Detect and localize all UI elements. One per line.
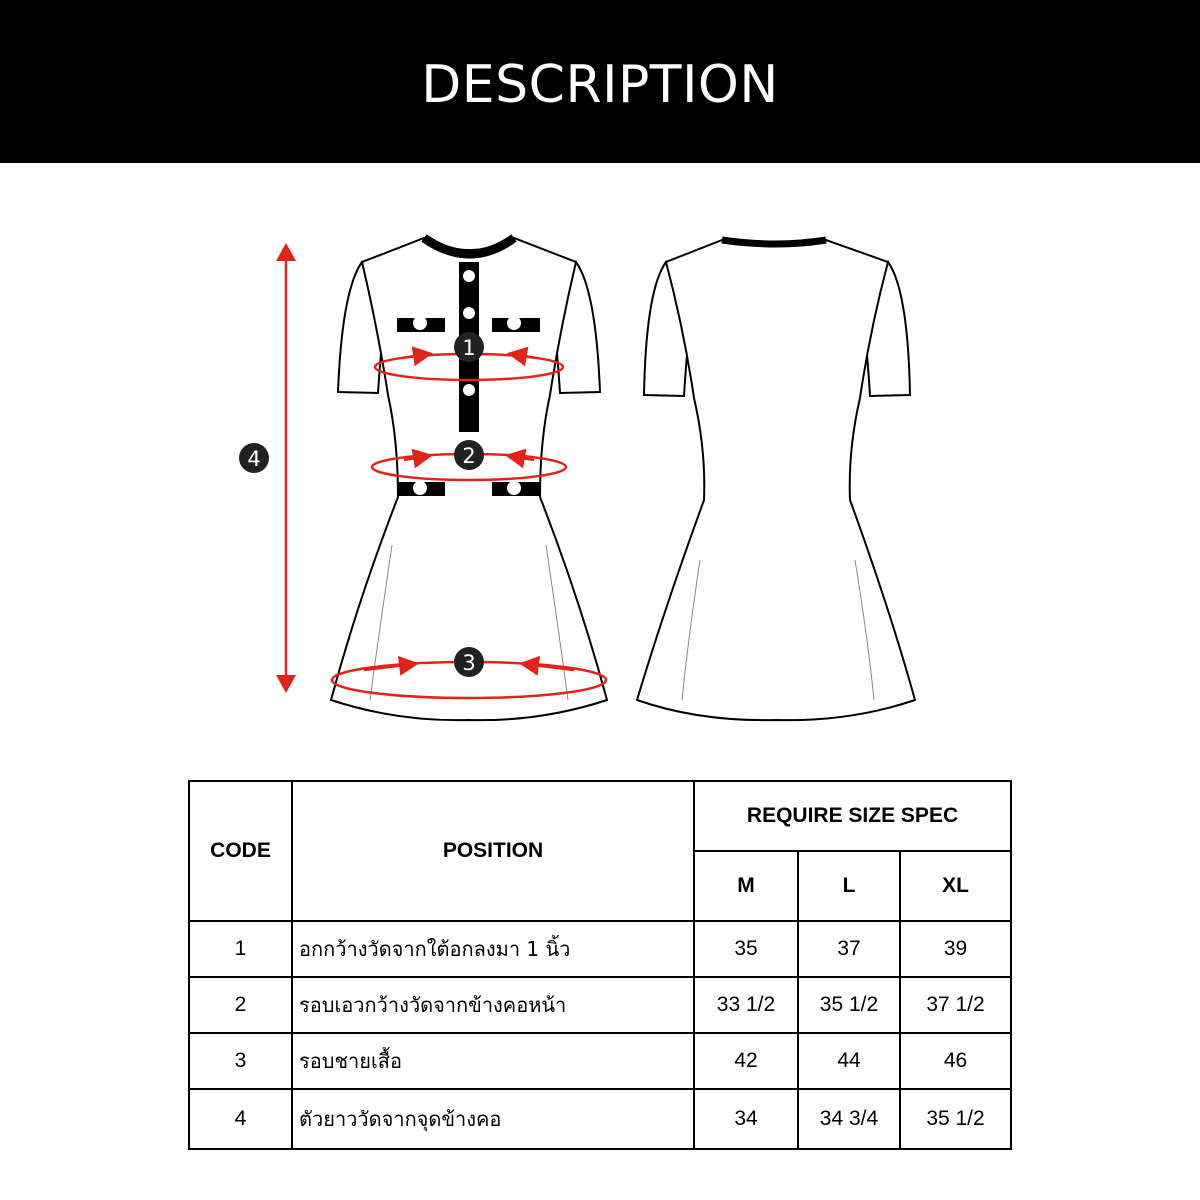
marker-3 [454, 647, 484, 677]
size-spec-table [188, 780, 1012, 1150]
button-icon [507, 481, 521, 495]
marker-label: 2 [462, 444, 476, 468]
table-row [189, 1033, 1011, 1089]
row-position: รอบชายเสื้อ [292, 1033, 694, 1089]
header-size-l: L [798, 851, 900, 921]
row-code: 4 [189, 1089, 292, 1149]
row-value-l: 37 [798, 921, 900, 977]
back-dress [637, 240, 915, 720]
back-body [637, 240, 915, 720]
header-size-spec: REQUIRE SIZE SPEC [694, 781, 1011, 851]
button-icon [463, 384, 475, 396]
marker-1 [454, 332, 484, 362]
row-position: ตัวยาววัดจากจุดข้างคอ [292, 1089, 694, 1149]
marker-label: 4 [247, 447, 261, 471]
table-row [189, 921, 1011, 977]
row-value-m: 42 [694, 1033, 798, 1089]
button-icon [463, 270, 475, 282]
arrow-down-icon [276, 675, 296, 693]
back-neckband [722, 240, 826, 244]
row-value-xl: 46 [900, 1033, 1011, 1089]
row-value-m: 33 1/2 [694, 977, 798, 1033]
row-value-m: 35 [694, 921, 798, 977]
row-value-l: 44 [798, 1033, 900, 1089]
row-code: 1 [189, 921, 292, 977]
marker-2 [454, 440, 484, 470]
marker-4 [239, 443, 269, 473]
header-code: CODE [189, 781, 292, 921]
table-row [189, 977, 1011, 1033]
row-code: 3 [189, 1033, 292, 1089]
button-icon [413, 481, 427, 495]
header-position: POSITION [292, 781, 694, 921]
row-value-m: 34 [694, 1089, 798, 1149]
row-value-xl: 37 1/2 [900, 977, 1011, 1033]
row-code: 2 [189, 977, 292, 1033]
header-banner [0, 0, 1200, 163]
marker-label: 1 [462, 336, 476, 360]
arrow-up-icon [276, 243, 296, 261]
button-icon [507, 316, 521, 330]
header-size-xl: XL [900, 851, 1011, 921]
marker-label: 3 [462, 651, 476, 675]
row-value-xl: 35 1/2 [900, 1089, 1011, 1149]
row-value-xl: 39 [900, 921, 1011, 977]
button-icon [413, 316, 427, 330]
row-value-l: 34 3/4 [798, 1089, 900, 1149]
row-position: อกกว้างวัดจากใต้อกลงมา 1 นิ้ว [292, 921, 694, 977]
garment-illustration [0, 163, 1200, 763]
row-position: รอบเอวกว้างวัดจากข้างคอหน้า [292, 977, 694, 1033]
header-size-m: M [694, 851, 798, 921]
button-icon [463, 307, 475, 319]
row-value-l: 35 1/2 [798, 977, 900, 1033]
table-row [189, 1089, 1011, 1149]
banner-title: DESCRIPTION [421, 54, 779, 115]
